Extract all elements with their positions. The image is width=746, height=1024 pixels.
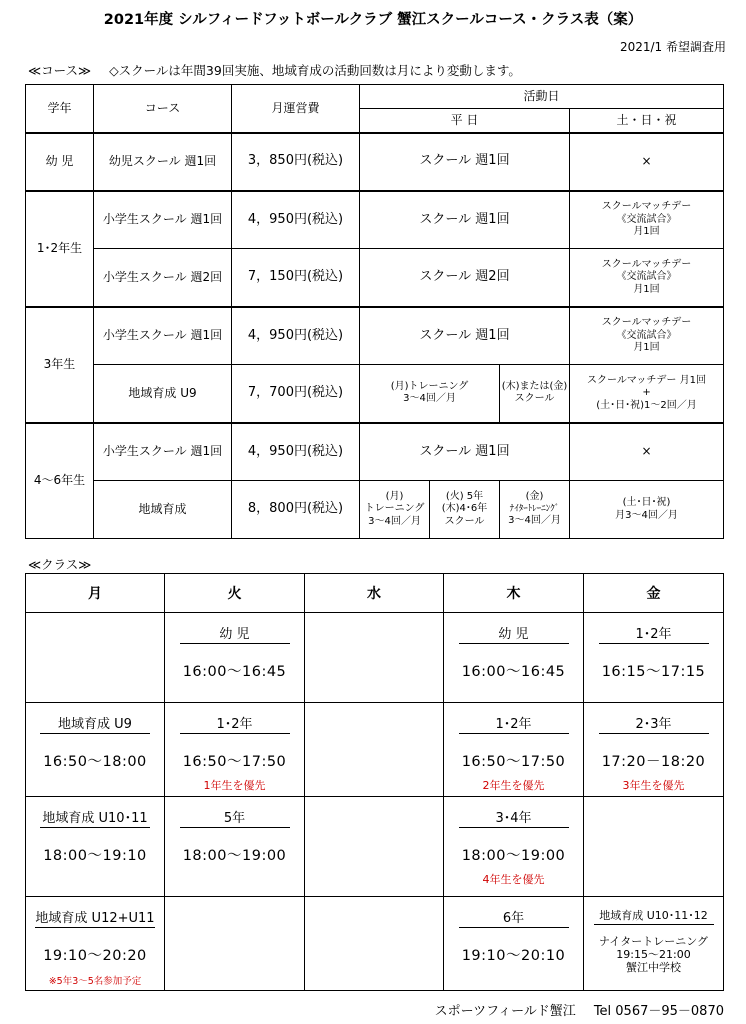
class-title: 1･2年 bbox=[180, 713, 290, 734]
class-title: 1･2年 bbox=[599, 623, 709, 644]
class-cell-empty bbox=[305, 897, 444, 991]
weekend-line: 月1回 bbox=[633, 283, 660, 295]
class-title: 幼 児 bbox=[459, 623, 569, 644]
day-thu: 木 bbox=[444, 574, 584, 613]
weekday-cell bbox=[360, 481, 430, 539]
class-time: 18:00～19:00 bbox=[182, 848, 287, 864]
weekday-line: (木)4･6年 bbox=[441, 503, 488, 515]
day-mon: 月 bbox=[26, 574, 165, 613]
class-note: 1年生を優先 bbox=[203, 779, 266, 792]
fee-cell: 7，700円(税込) bbox=[232, 365, 360, 423]
weekday-line: スクール bbox=[514, 393, 555, 405]
weekday-cell: スクール 週1回 bbox=[360, 307, 570, 365]
course-row-g3b bbox=[26, 365, 724, 423]
header-course: コース bbox=[94, 85, 232, 133]
course-cell: 小学生スクール 週1回 bbox=[94, 423, 232, 481]
class-time: 18:00～19:00 bbox=[461, 848, 566, 864]
class-cell bbox=[26, 897, 165, 991]
class-sub bbox=[584, 935, 723, 975]
course-cell: 小学生スクール 週2回 bbox=[94, 249, 232, 307]
class-cell-empty bbox=[165, 897, 305, 991]
day-tue: 火 bbox=[165, 574, 305, 613]
class-title: 地域育成 U10･11 bbox=[40, 807, 150, 828]
fee-cell: 4，950円(税込) bbox=[232, 307, 360, 365]
weekend-line: スクールマッチデー bbox=[601, 201, 692, 212]
course-cell: 地域育成 bbox=[94, 481, 232, 539]
class-section-label: ≪クラス≫ bbox=[28, 557, 92, 572]
weekday-cell: スクール 週1回 bbox=[360, 133, 570, 191]
class-note: 2年生を優先 bbox=[482, 779, 545, 792]
class-title: 6年 bbox=[459, 907, 569, 928]
weekend-cell bbox=[570, 249, 724, 307]
class-note: 4年生を優先 bbox=[482, 873, 545, 886]
weekend-cell: × bbox=[570, 133, 724, 191]
class-row bbox=[26, 703, 724, 797]
course-cell: 小学生スクール 週1回 bbox=[94, 307, 232, 365]
course-section-label: ≪コース≫ bbox=[28, 63, 92, 78]
weekday-cell: スクール 週1回 bbox=[360, 191, 570, 249]
class-time: 16:00～16:45 bbox=[461, 664, 566, 680]
weekend-line: 《交流試合》 bbox=[616, 271, 677, 282]
class-cell bbox=[165, 703, 305, 797]
page-subtitle: 2021/1 希望調査用 bbox=[619, 40, 726, 54]
course-section-header bbox=[28, 61, 521, 79]
class-cell bbox=[26, 703, 165, 797]
weekday-line: 3～4回／月 bbox=[403, 393, 456, 405]
weekday-line: (火) 5年 bbox=[445, 490, 484, 502]
day-fri: 金 bbox=[584, 574, 724, 613]
class-time: 16:00～16:45 bbox=[182, 664, 287, 680]
fee-cell: 4，950円(税込) bbox=[232, 423, 360, 481]
class-note: 3年生を優先 bbox=[622, 779, 685, 792]
weekend-cell bbox=[570, 365, 724, 423]
header-weekend: 土・日・祝 bbox=[570, 109, 724, 133]
weekday-line: 3～4回／月 bbox=[508, 515, 561, 527]
course-cell: 地域育成 U9 bbox=[94, 365, 232, 423]
class-time: 16:50～17:50 bbox=[461, 754, 566, 770]
weekday-line: 3～4回／月 bbox=[368, 515, 421, 527]
weekday-line: トレーニング bbox=[364, 503, 425, 515]
course-row-g3a bbox=[26, 307, 724, 365]
course-table bbox=[25, 84, 724, 539]
weekend-line: スクールマッチデー bbox=[601, 317, 692, 328]
weekend-line: 月3～4回／月 bbox=[615, 509, 678, 521]
class-cell bbox=[584, 703, 724, 797]
course-row-g12a bbox=[26, 191, 724, 249]
weekend-line: 《交流試合》 bbox=[616, 213, 677, 225]
class-cell bbox=[444, 703, 584, 797]
class-cell bbox=[165, 613, 305, 703]
class-title: 2･3年 bbox=[599, 713, 709, 734]
course-section-notice: ◇スクールは年間39回実施、地域育成の活動回数は月により変動します。 bbox=[109, 63, 521, 78]
grade-cell: 1･2年生 bbox=[26, 191, 94, 307]
class-row bbox=[26, 613, 724, 703]
header-weekday: 平 日 bbox=[360, 109, 570, 133]
course-row-g46b bbox=[26, 481, 724, 539]
fee-cell: 8，800円(税込) bbox=[232, 481, 360, 539]
fee-cell: 4，950円(税込) bbox=[232, 191, 360, 249]
class-cell-empty bbox=[305, 613, 444, 703]
grade-cell: 4～6年生 bbox=[26, 423, 94, 539]
class-table bbox=[25, 573, 724, 991]
class-time: 16:50～18:00 bbox=[43, 754, 147, 770]
weekday-line: (月) bbox=[385, 490, 404, 502]
class-title: 1･2年 bbox=[459, 713, 569, 734]
weekend-line: (土･日･祝)1～2回／月 bbox=[596, 399, 697, 411]
weekday-line: (金) bbox=[525, 491, 544, 503]
weekday-cell: スクール 週1回 bbox=[360, 423, 570, 481]
weekday-line: スクール bbox=[444, 515, 485, 527]
course-row-yoji bbox=[26, 133, 724, 191]
class-sub-line: 蟹江中学校 bbox=[626, 961, 681, 975]
class-time: 16:15～17:15 bbox=[601, 664, 706, 680]
course-cell: 小学生スクール 週1回 bbox=[94, 191, 232, 249]
class-cell bbox=[444, 613, 584, 703]
class-cell bbox=[584, 897, 724, 991]
class-title: 5年 bbox=[180, 807, 290, 828]
class-time: 19:10～20:10 bbox=[461, 948, 566, 964]
weekday-cell bbox=[360, 365, 500, 423]
class-note: ※5年3～5名参加予定 bbox=[48, 976, 142, 987]
weekend-line: (土･日･祝) bbox=[622, 497, 671, 508]
class-row bbox=[26, 797, 724, 897]
class-time: 17:20－18:20 bbox=[601, 754, 706, 770]
weekend-cell: × bbox=[570, 423, 724, 481]
footer-tel: Tel 0567－95－0870 bbox=[593, 1004, 724, 1019]
class-cell-empty bbox=[584, 797, 724, 897]
class-cell bbox=[26, 797, 165, 897]
header-fee: 月運営費 bbox=[232, 85, 360, 133]
class-cell bbox=[584, 613, 724, 703]
day-wed: 水 bbox=[305, 574, 444, 613]
class-header-row bbox=[26, 574, 724, 613]
weekday-cell bbox=[500, 481, 570, 539]
page-title: 2021年度 シルフィードフットボールクラブ 蟹江スクールコース・クラス表（案） bbox=[103, 12, 643, 28]
class-cell-empty bbox=[305, 797, 444, 897]
class-time: 16:50～17:50 bbox=[182, 754, 287, 770]
weekday-cell bbox=[430, 481, 500, 539]
weekend-line: 《交流試合》 bbox=[616, 329, 677, 341]
fee-cell: 3，850円(税込) bbox=[232, 133, 360, 191]
weekday-cell bbox=[500, 365, 570, 423]
course-cell: 幼児スクール 週1回 bbox=[94, 133, 232, 191]
class-cell bbox=[444, 797, 584, 897]
header-grade: 学年 bbox=[26, 85, 94, 133]
weekday-line: (木)または(金) bbox=[501, 380, 568, 392]
class-time: 19:10～20:20 bbox=[43, 948, 147, 964]
weekend-cell bbox=[570, 191, 724, 249]
grade-cell: 3年生 bbox=[26, 307, 94, 423]
class-title: 地域育成 U9 bbox=[40, 713, 150, 734]
fee-cell: 7，150円(税込) bbox=[232, 249, 360, 307]
class-cell bbox=[165, 797, 305, 897]
class-title: 地域育成 U10･11･12 bbox=[594, 907, 714, 925]
footer bbox=[417, 1000, 724, 1019]
class-title: 3･4年 bbox=[459, 807, 569, 828]
weekend-cell bbox=[570, 307, 724, 365]
class-cell-empty bbox=[305, 703, 444, 797]
weekend-line: 月1回 bbox=[633, 226, 660, 237]
course-row-g12b bbox=[26, 249, 724, 307]
weekday-line: (月)トレーニング bbox=[390, 380, 469, 392]
header-activity: 活動日 bbox=[360, 85, 724, 109]
class-title: 地域育成 U12+U11 bbox=[35, 907, 154, 928]
weekday-line: ﾅｲﾀｰﾄﾚｰﾆﾝｸﾞ bbox=[509, 503, 560, 514]
class-sub-line: 19:15～21:00 bbox=[616, 948, 691, 962]
class-cell bbox=[444, 897, 584, 991]
weekend-cell bbox=[570, 481, 724, 539]
class-time: 18:00～19:10 bbox=[43, 848, 147, 864]
class-row bbox=[26, 897, 724, 991]
course-row-g46a bbox=[26, 423, 724, 481]
weekend-line: 月1回 bbox=[633, 342, 660, 353]
weekend-line: スクールマッチデー 月1回 bbox=[587, 374, 706, 386]
class-title: 幼 児 bbox=[180, 623, 290, 644]
class-sub-line: ナイタートレーニング bbox=[598, 935, 708, 948]
class-cell-empty bbox=[26, 613, 165, 703]
grade-cell: 幼 児 bbox=[26, 133, 94, 191]
footer-org: スポーツフィールド蟹江 bbox=[434, 1004, 576, 1019]
weekday-cell: スクール 週2回 bbox=[360, 249, 570, 307]
weekend-line: + bbox=[642, 387, 651, 398]
weekend-line: スクールマッチデー bbox=[601, 258, 692, 270]
